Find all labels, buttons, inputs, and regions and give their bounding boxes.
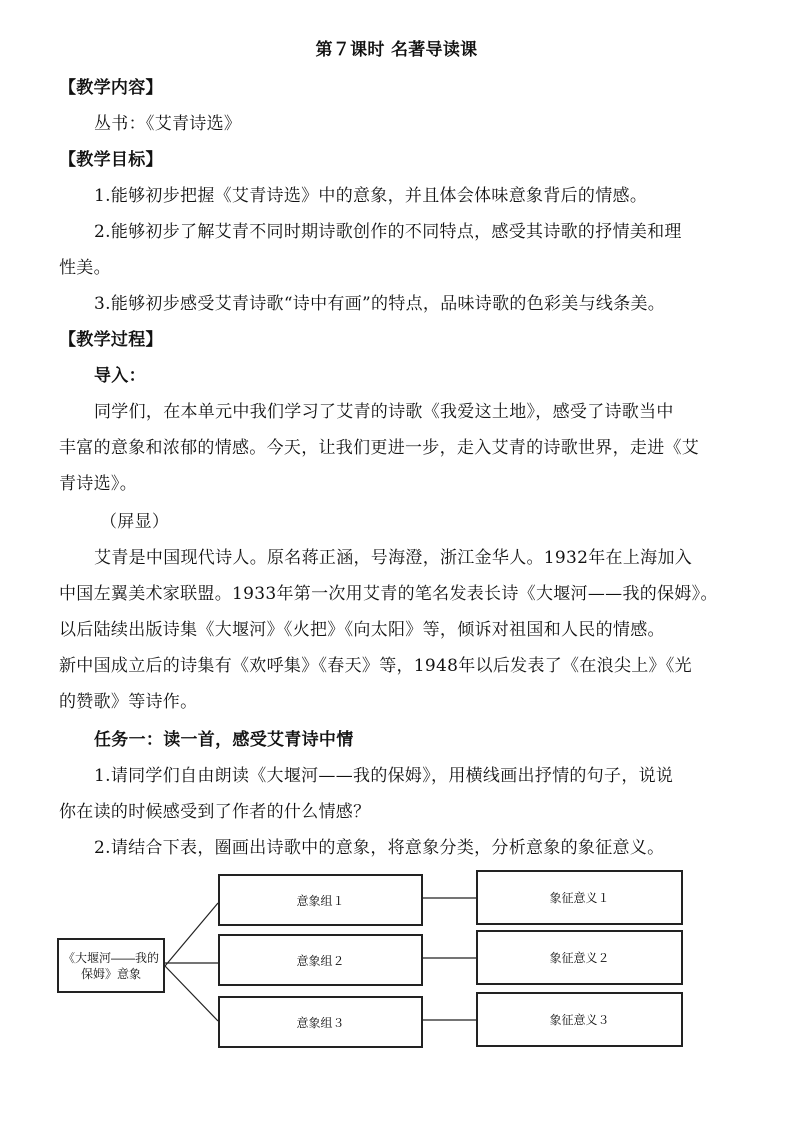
symbolic-meaning-box-2 bbox=[476, 930, 683, 985]
intro-label: 导入： bbox=[94, 366, 146, 386]
diagram-root-line-1: 《大堰河——我的 bbox=[62, 950, 159, 965]
bio-line-3: 以后陆续出版诗集《大堰河》《火把》《向太阳》等，倾诉对祖国和人民的情感。 bbox=[59, 620, 665, 640]
symbolic-meaning-label: 象征意义１ bbox=[549, 891, 610, 905]
bio-line-2: 中国左翼美术家联盟。1933年第一次用艾青的笔名发表长诗《大堰河——我的保姆》。 bbox=[59, 584, 718, 604]
image-group-label: 意象组２ bbox=[296, 953, 345, 968]
connector-root-group1 bbox=[165, 903, 218, 966]
symbolic-meaning-box-3 bbox=[476, 992, 683, 1047]
page-title: 第７课时 名著导读课 bbox=[315, 40, 478, 60]
bio-line-4: 新中国成立后的诗集有《欢呼集》《春天》等，1948年以后发表了《在浪尖上》《光 bbox=[59, 656, 692, 676]
bio-line-5: 的赞歌》等诗作。 bbox=[59, 692, 198, 712]
intro-line-2: 丰富的意象和浓郁的情感。今天，让我们更进一步，走入艾青的诗歌世界，走进《艾 bbox=[59, 438, 700, 458]
diagram-root-line-2: 保姆》意象 bbox=[80, 966, 141, 981]
goals-heading: 【教学目标】 bbox=[59, 150, 163, 170]
image-group-box-2 bbox=[218, 934, 423, 986]
task1-line-1: 1.请同学们自由朗读《大堰河——我的保姆》，用横线画出抒情的句子，说说 bbox=[94, 766, 674, 786]
process-heading: 【教学过程】 bbox=[59, 330, 163, 350]
goal-2-line-1: 2.能够初步了解艾青不同时期诗歌创作的不同特点，感受其诗歌的抒情美和理 bbox=[94, 222, 682, 242]
content-text: 丛书：《艾青诗选》 bbox=[94, 114, 242, 134]
task1-heading: 任务一：读一首，感受艾青诗中情 bbox=[94, 730, 354, 750]
symbolic-meaning-label: 象征意义２ bbox=[549, 951, 610, 965]
intro-line-3: 青诗选》。 bbox=[59, 474, 137, 494]
task2-line: 2.请结合下表，圈画出诗歌中的意象，将意象分类，分析意象的象征意义。 bbox=[94, 838, 665, 858]
connector-root-group3 bbox=[165, 966, 218, 1021]
image-group-label: 意象组３ bbox=[296, 1015, 345, 1030]
diagram-root-box bbox=[57, 938, 165, 993]
content-heading: 【教学内容】 bbox=[59, 78, 163, 98]
goal-1: 1.能够初步把握《艾青诗选》中的意象，并且体会体味意象背后的情感。 bbox=[94, 186, 648, 206]
screen-note: （屏显） bbox=[100, 512, 170, 532]
goal-3: 3.能够初步感受艾青诗歌“诗中有画”的特点，品味诗歌的色彩美与线条美。 bbox=[94, 294, 666, 314]
intro-line-1: 同学们，在本单元中我们学习了艾青的诗歌《我爱这土地》，感受了诗歌当中 bbox=[94, 402, 674, 422]
goal-2-line-2: 性美。 bbox=[59, 258, 111, 278]
image-group-label: 意象组１ bbox=[296, 893, 345, 908]
image-group-box-3 bbox=[218, 996, 423, 1048]
image-group-box-1 bbox=[218, 874, 423, 926]
task1-line-2: 你在读的时候感受到了作者的什么情感？ bbox=[59, 802, 371, 822]
symbolic-meaning-label: 象征意义３ bbox=[549, 1013, 610, 1027]
bio-line-1: 艾青是中国现代诗人。原名蒋正涵，号海澄，浙江金华人。1932年在上海加入 bbox=[94, 548, 693, 568]
symbolic-meaning-box-1 bbox=[476, 870, 683, 925]
